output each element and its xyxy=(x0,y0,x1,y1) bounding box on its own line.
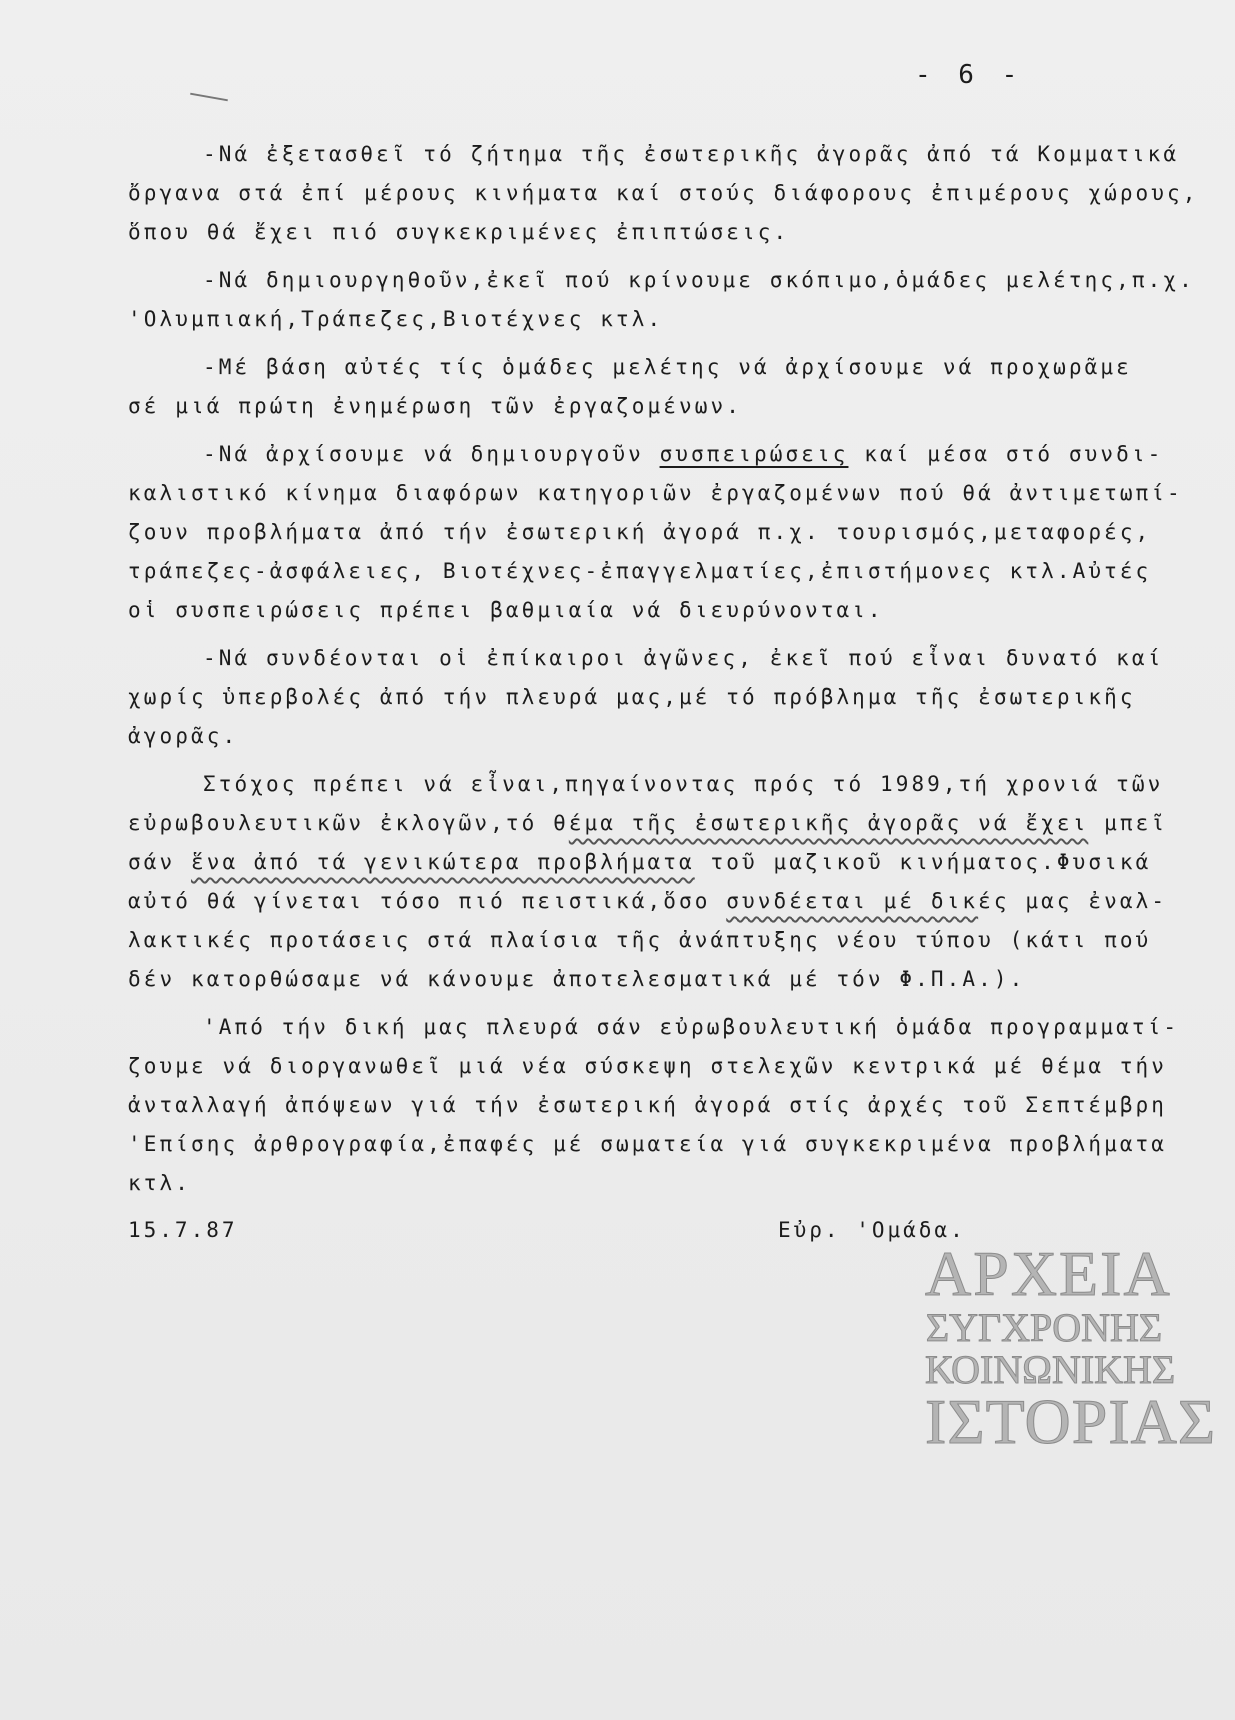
text-segment: τράπεζες-ἀσφάλειες, Βιοτέχνες-ἐπαγγελματίες,ἐπιστήμονες κτλ.Αὐτές xyxy=(128,559,1152,583)
text-line xyxy=(128,1052,1167,1080)
text-segment: 'Επίσης ἀρθρογραφία,ἐπαφές μέ σωματεία γιά συγκεκριμένα προβλήματα xyxy=(128,1132,1168,1156)
watermark-line: ΚΟΙΝΩΝΙΚΗΣ xyxy=(925,1347,1176,1392)
text-segment: -Μέ βάση αὐτές τίς ὁμάδες μελέτης νά ἀρχίσουμε νά προχωρᾶμε xyxy=(203,355,1132,379)
watermark-line: ΣΥΓΧΡΟΝΗΣ xyxy=(925,1305,1163,1350)
text-line xyxy=(128,1091,1167,1119)
text-line xyxy=(203,644,1163,672)
text-line xyxy=(128,683,1136,711)
text-line xyxy=(128,848,1151,876)
text-segment: -Νά δημιουργηθοῦν,ἐκεῖ πού κρίνουμε σκόπιμο,ὁμάδες μελέτης,π.χ. xyxy=(203,268,1195,292)
text-segment: -Νά ἀρχίσουμε νά δημιουργοῦν xyxy=(203,442,660,466)
text-segment: σάν xyxy=(128,850,191,874)
text-line xyxy=(128,965,1025,993)
text-line xyxy=(128,1130,1167,1158)
text-line xyxy=(128,722,238,750)
text-line xyxy=(128,926,1151,954)
text-segment: 'Ολυμπιακή,Τράπεζες,Βιοτέχνες κτλ. xyxy=(128,307,664,331)
watermark-line: ΙΣΤΟΡΙΑΣ xyxy=(925,1386,1217,1457)
text-line xyxy=(128,518,1151,546)
text-segment: ζουμε νά διοργανωθεῖ μιά νέα σύσκεψη στελεχῶν κεντρικά μέ θέμα τήν xyxy=(128,1054,1168,1078)
text-segment: -Νά συνδέονται οἱ ἐπίκαιροι ἀγῶνες, ἐκεῖ πού εἶναι δυνατό καί xyxy=(203,646,1164,670)
text-segment: ὄργανα στά ἐπί μέρους κινήματα καί στούς διάφορους ἐπιμέρους χώρους, xyxy=(128,181,1199,205)
text-line xyxy=(128,596,884,624)
text-line xyxy=(203,440,1163,468)
text-segment: χωρίς ὑπερβολές ἀπό τήν πλευρά μας,μέ τό πρόβλημα τῆς ἐσωτερικῆς xyxy=(128,685,1136,709)
text-line xyxy=(128,1169,191,1197)
text-segment: τοῦ μαζικοῦ κινήματος.Φυσικά xyxy=(694,850,1152,874)
text-line xyxy=(203,140,1179,168)
text-segment: καί μέσα στό συνδι- xyxy=(848,442,1164,466)
text-segment: καλιστικό κίνημα διαφόρων κατηγοριῶν ἐργαζομένων πού θά ἀντιμετωπί- xyxy=(128,481,1183,505)
text-line xyxy=(203,353,1132,381)
signature: Εὐρ. 'Ομάδα. xyxy=(778,1218,966,1242)
text-segment: 'Από τήν δική μας πλευρά σάν εὐρωβουλευτική ὁμάδα προγραμματί- xyxy=(203,1015,1180,1039)
text-segment: ζουν προβλήματα ἀπό τήν ἐσωτερική ἀγορά π.χ. τουρισμός,μεταφορές, xyxy=(128,520,1152,544)
text-line xyxy=(128,392,742,420)
text-line xyxy=(203,770,1163,798)
text-segment: εὐρωβουλευτικῶν ἐκλογῶν,τό θ xyxy=(128,811,569,835)
text-line xyxy=(203,266,1195,294)
underlined-text: έμα τῆς ἐσωτερικῆς ἀγορᾶς νά ἔχει xyxy=(568,811,1089,835)
text-line xyxy=(128,179,1199,207)
watermark-line: ΑΡΧΕΙΑ xyxy=(925,1238,1172,1309)
text-line xyxy=(128,557,1151,585)
text-segment: ές μας ἐναλ- xyxy=(978,889,1168,913)
text-segment: ἀνταλλαγή ἀπόψεων γιά τήν ἐσωτερική ἀγορά στίς ἀρχές τοῦ Σεπτέμβρη xyxy=(128,1093,1168,1117)
text-line xyxy=(128,218,789,246)
text-line xyxy=(128,305,663,333)
text-line xyxy=(128,479,1183,507)
underlined-text: ἕνα ἀπό τά γενικώτερα προβλήματα xyxy=(190,850,695,874)
text-segment: ὅπου θά ἔχει πιό συγκεκριμένες ἐπιπτώσεις. xyxy=(128,220,790,244)
page-number: - 6 - xyxy=(915,60,1024,90)
archive-watermark-stamp xyxy=(925,1238,1217,1470)
text-line xyxy=(128,809,1167,837)
text-line xyxy=(128,887,1167,915)
text-segment: ἀγορᾶς. xyxy=(128,724,239,748)
text-segment: -Νά ἐξετασθεῖ τό ζήτημα τῆς ἐσωτερικῆς ἀγορᾶς ἀπό τά Κομματικά xyxy=(203,142,1180,166)
text-segment: δέν κατορθώσαμε νά κάνουμε ἀποτελεσματικά μέ τόν Φ.Π.Α.). xyxy=(128,967,1026,991)
text-segment: κτλ. xyxy=(128,1171,191,1195)
underlined-text: συσπειρώσεις xyxy=(659,442,849,466)
text-segment: μπεῖ xyxy=(1088,811,1168,835)
text-line xyxy=(203,1013,1179,1041)
underlined-text: συνδέεται μέ δικ xyxy=(726,889,979,913)
text-segment: οἱ συσπειρώσεις πρέπει βαθμιαία νά διευρύνονται. xyxy=(128,598,884,622)
document-date: 15.7.87 xyxy=(128,1218,238,1242)
text-segment: λακτικές προτάσεις στά πλαίσια τῆς ἀνάπτυξης νέου τύπου (κάτι πού xyxy=(128,928,1152,952)
text-segment: Στόχος πρέπει νά εἶναι,πηγαίνοντας πρός τό 1989,τή χρονιά τῶν xyxy=(203,772,1164,796)
pen-mark xyxy=(190,93,228,102)
text-segment: αὐτό θά γίνεται τόσο πιό πειστικά,ὅσο xyxy=(128,889,727,913)
text-segment: σέ μιά πρώτη ἐνημέρωση τῶν ἐργαζομένων. xyxy=(128,394,742,418)
